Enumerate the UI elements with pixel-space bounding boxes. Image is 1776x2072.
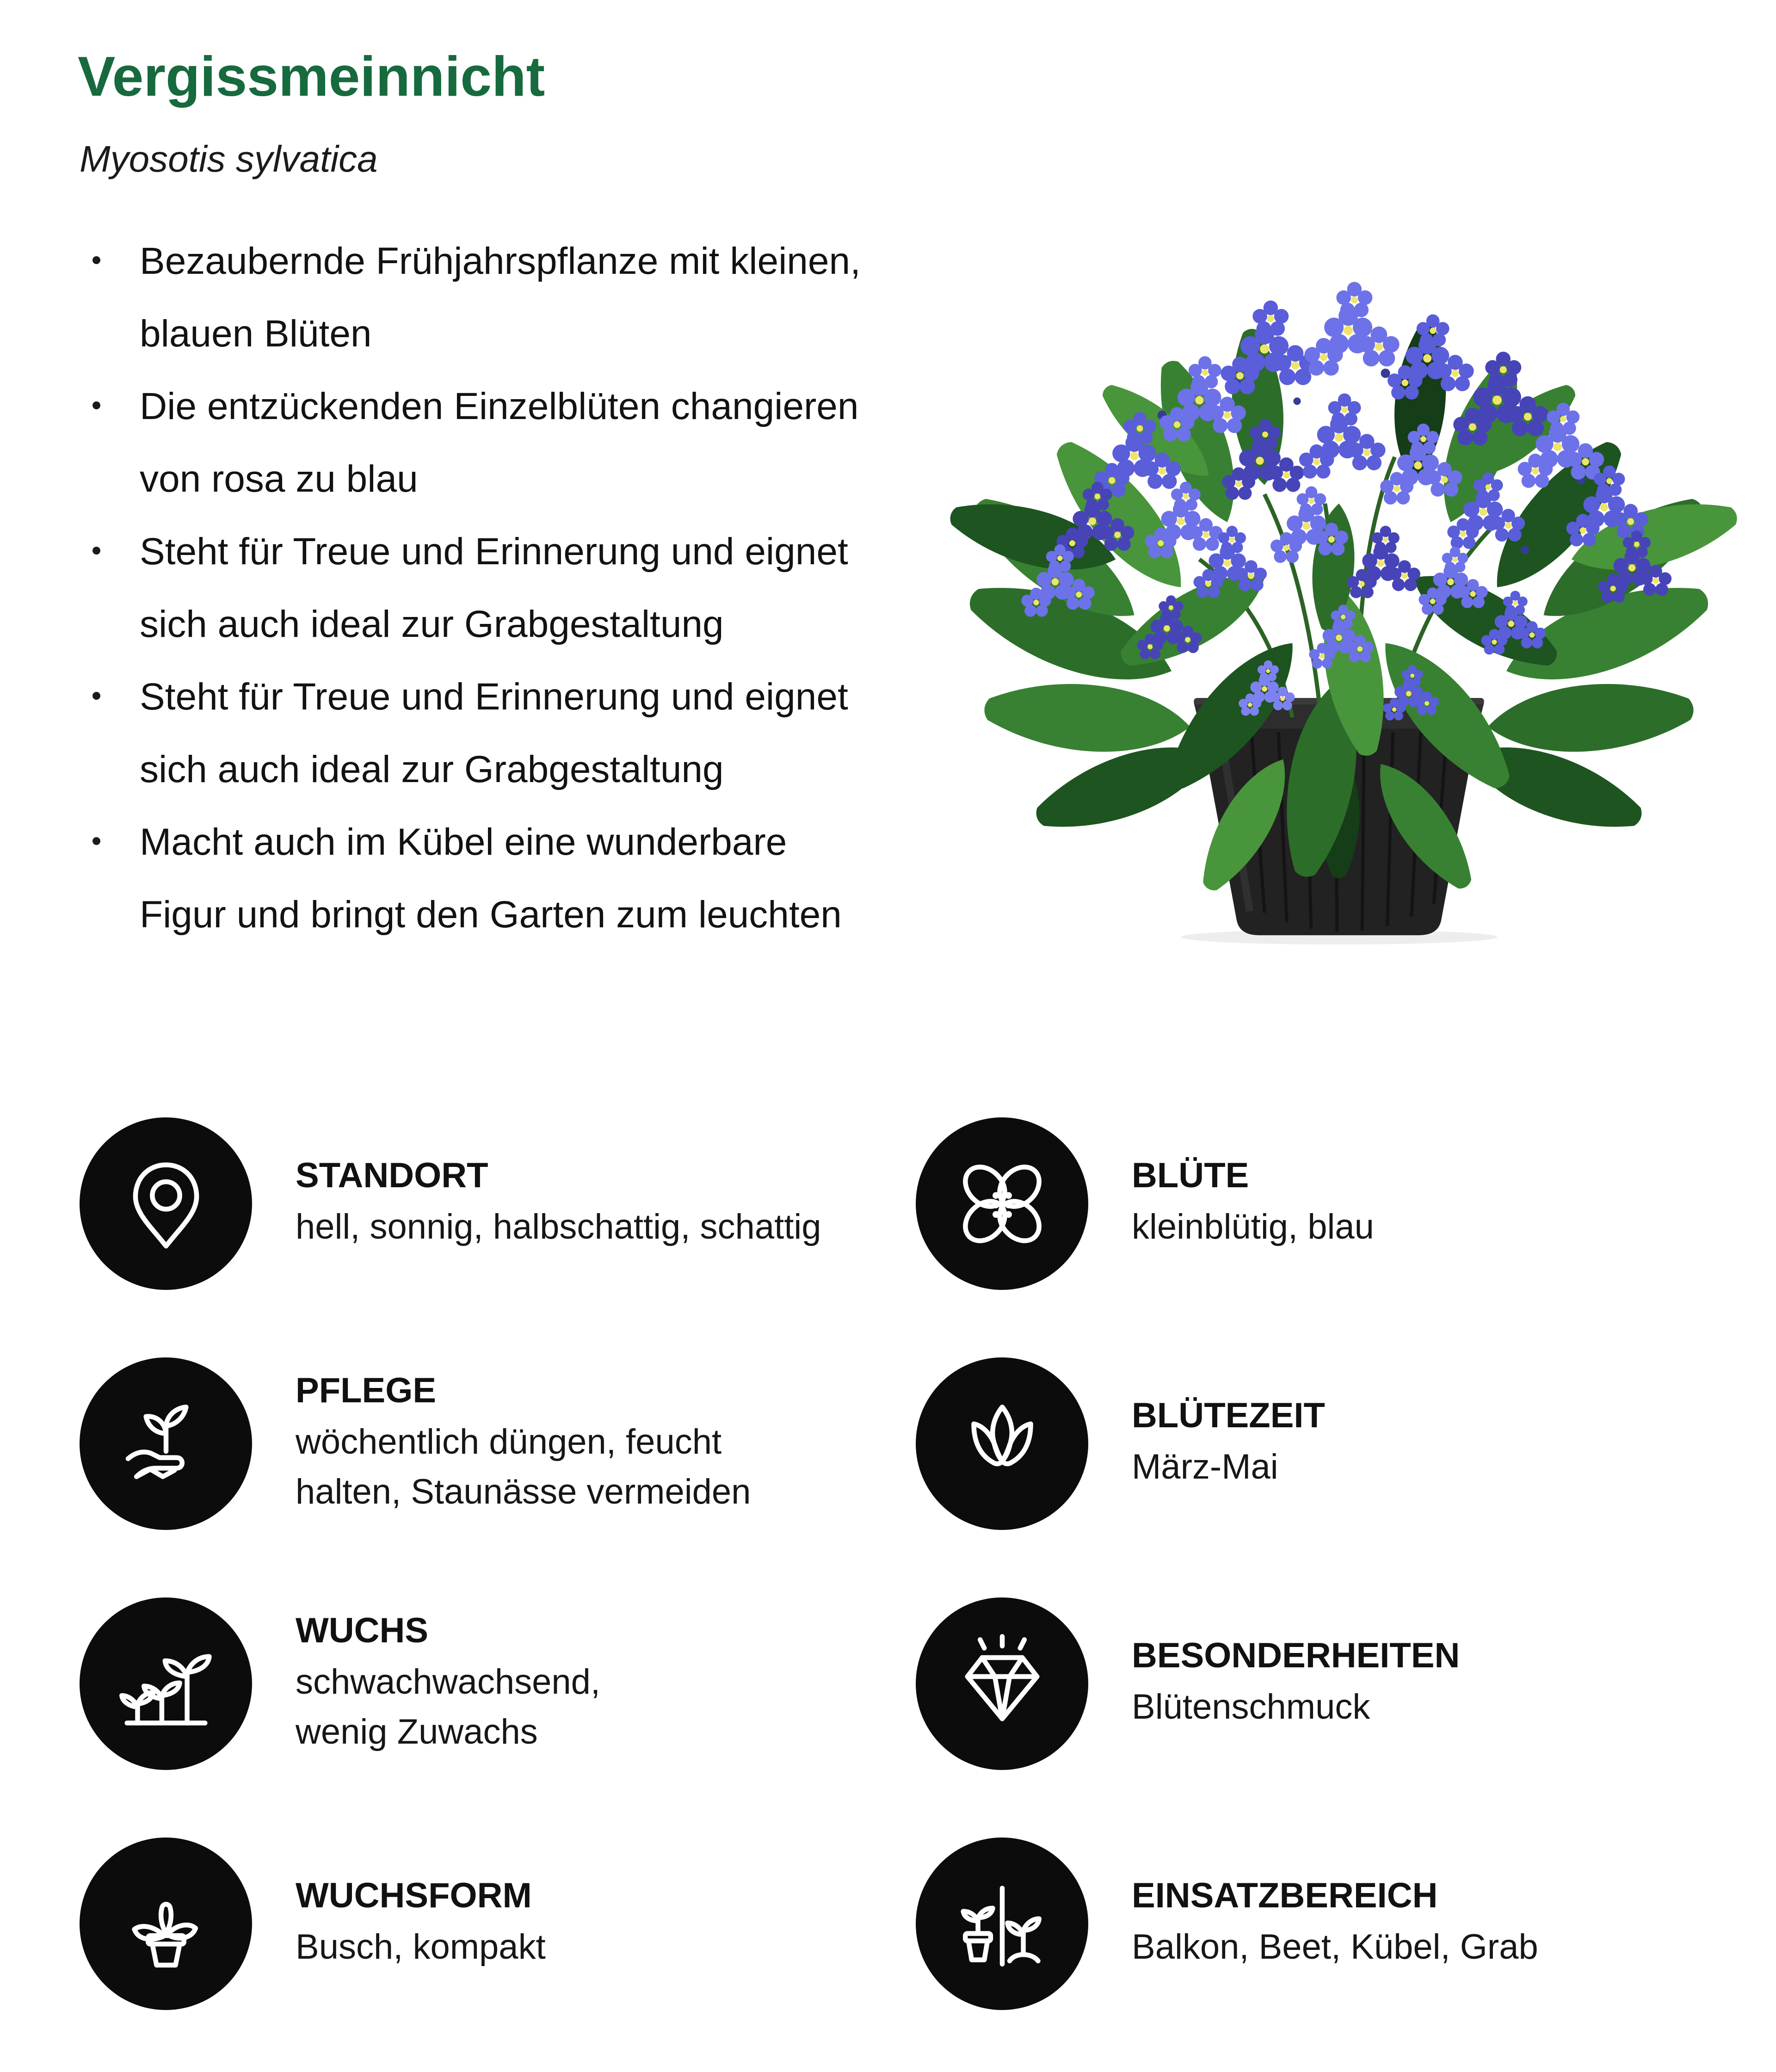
bullet-item — [80, 225, 870, 370]
feature-value: Balkon, Beet, Kübel, Grab — [1132, 1927, 1538, 1967]
bullet-item — [80, 515, 870, 660]
feature-wuchs — [80, 1597, 916, 1770]
bullet-text: Steht für Treue und Erinnerung und eignet sich auch ideal zur Grabgestaltung — [140, 676, 848, 790]
feature-bluetezeit — [916, 1357, 1538, 1530]
feature-label: BLÜTEZEIT — [1132, 1395, 1325, 1435]
bullet-text: Die entzückenden Einzelblüten changieren von rosa zu blau — [140, 385, 859, 500]
feature-label: BLÜTE — [1132, 1155, 1249, 1195]
feature-value: kleinblütig, blau — [1132, 1207, 1374, 1247]
feature-value: wöchentlich düngen, feucht halten, Staunässe vermeiden — [296, 1422, 751, 1512]
bullet-text: Steht für Treue und Erinnerung und eignet sich auch ideal zur Grabgestaltung — [140, 530, 848, 645]
page-title: Vergissmeinnicht — [78, 45, 545, 108]
bullet-item — [80, 806, 870, 951]
feature-label: WUCHS — [296, 1610, 429, 1650]
feature-label: EINSATZBEREICH — [1132, 1875, 1438, 1915]
feature-bluete — [916, 1117, 1538, 1290]
flower-icon — [916, 1117, 1088, 1290]
feature-pflege — [80, 1357, 916, 1530]
bullet-item — [80, 660, 870, 806]
pot-and-garden-bed-icon — [916, 1838, 1088, 2010]
location-pin-icon — [80, 1117, 252, 1290]
feature-value: hell, sonnig, halbschattig, schattig — [296, 1207, 821, 1247]
botanical-name: Myosotis sylvatica — [80, 138, 378, 179]
potted-plant-icon — [80, 1838, 252, 2010]
feature-value: Blütenschmuck — [1132, 1687, 1370, 1727]
feature-label: BESONDERHEITEN — [1132, 1635, 1460, 1675]
tulip-icon — [916, 1357, 1088, 1530]
feature-einsatzbereich — [916, 1838, 1538, 2010]
feature-value: Busch, kompakt — [296, 1927, 546, 1967]
bullet-text: Bezaubernde Frühjahrspflanze mit kleinen, blauen Blüten — [140, 240, 861, 355]
feature-label: WUCHSFORM — [296, 1875, 532, 1915]
feature-value: schwachwachsend, wenig Zuwachs — [296, 1662, 601, 1752]
hand-holding-seedling-icon — [80, 1357, 252, 1530]
feature-wuchsform — [80, 1838, 916, 2010]
potted-forget-me-not-illustration — [939, 259, 1739, 953]
feature-bullet-list — [80, 225, 912, 951]
plant-photo — [939, 259, 1739, 953]
feature-standort — [80, 1117, 916, 1290]
feature-value: März-Mai — [1132, 1447, 1278, 1487]
feature-label: PFLEGE — [296, 1370, 437, 1410]
bullet-text: Macht auch im Kübel eine wunderbare Figur und bringt den Garten zum leuchten — [140, 821, 842, 936]
sprouts-growth-icon — [80, 1597, 252, 1770]
diamond-sparkle-icon — [916, 1597, 1088, 1770]
feature-besonderheiten — [916, 1597, 1538, 1770]
feature-grid — [80, 1117, 1538, 2010]
feature-label: STANDORT — [296, 1155, 488, 1195]
bullet-item — [80, 370, 870, 515]
